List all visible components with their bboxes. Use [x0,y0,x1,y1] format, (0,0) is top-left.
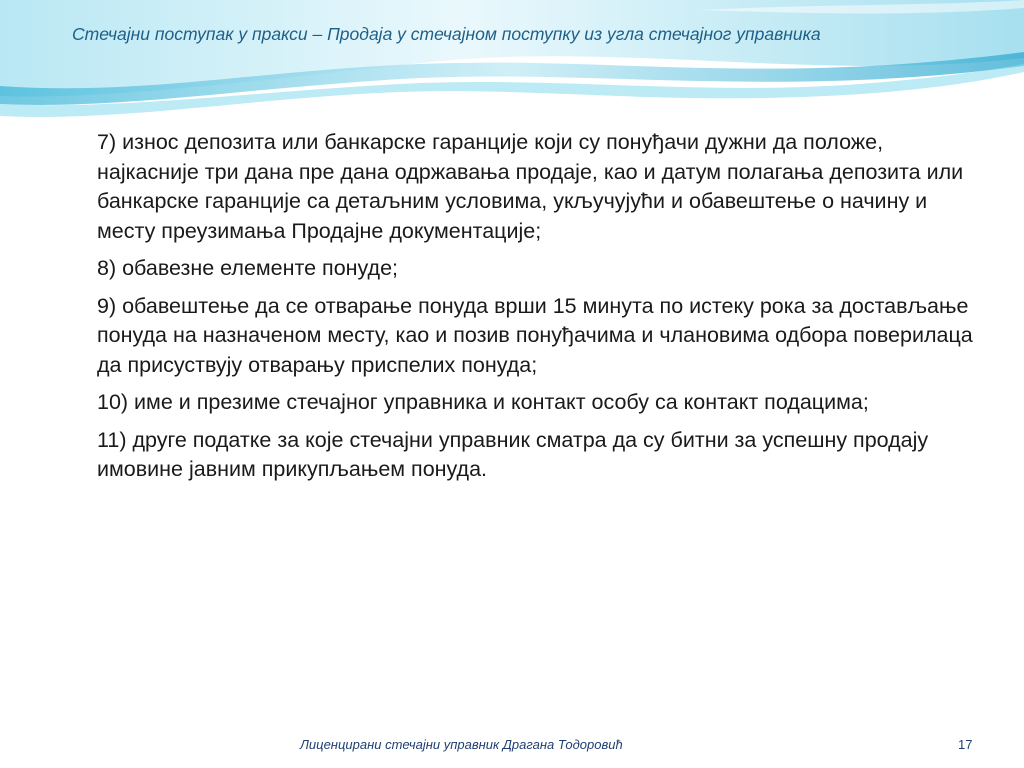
list-item: 10) име и презиме стечајног управника и контакт особу са контакт подацима; [97,390,869,414]
slide-content [97,128,977,493]
list-item: 11) друге податке за које стечајни управник сматра да су битни за успешну продају имовине јавним прикупљањем понуда. [97,427,929,481]
page-number: 17 [958,737,973,752]
header-wave-decoration [0,0,1024,130]
footer-author: Лиценцирани стечајни управник Драгана Тодоровић [300,737,623,752]
list-item: 7) износ депозита или банкарске гаранције који су понуђачи дужни да положе, најкасније три дана пре дана одржавања продаје, као и датум полагања депозита или банкарске гаранције са детаљним условима, укључујући и обавештење о начину и месту преузимања Продајне документације; [97,130,964,243]
list-item: 8) обавезне елементе понуде; [97,256,399,280]
list-item: 9) обавештење да се отварање понуда врши 15 минута по истеку рока за достављање понуда на назначеном месту, као и позив понуђачима и члановима одбора поверилаца да присуствују отварању приспелих понуда; [97,293,973,377]
slide-title: Стечајни поступак у пракси – Продаја у стечајном поступку из угла стечајног управника [72,24,821,44]
